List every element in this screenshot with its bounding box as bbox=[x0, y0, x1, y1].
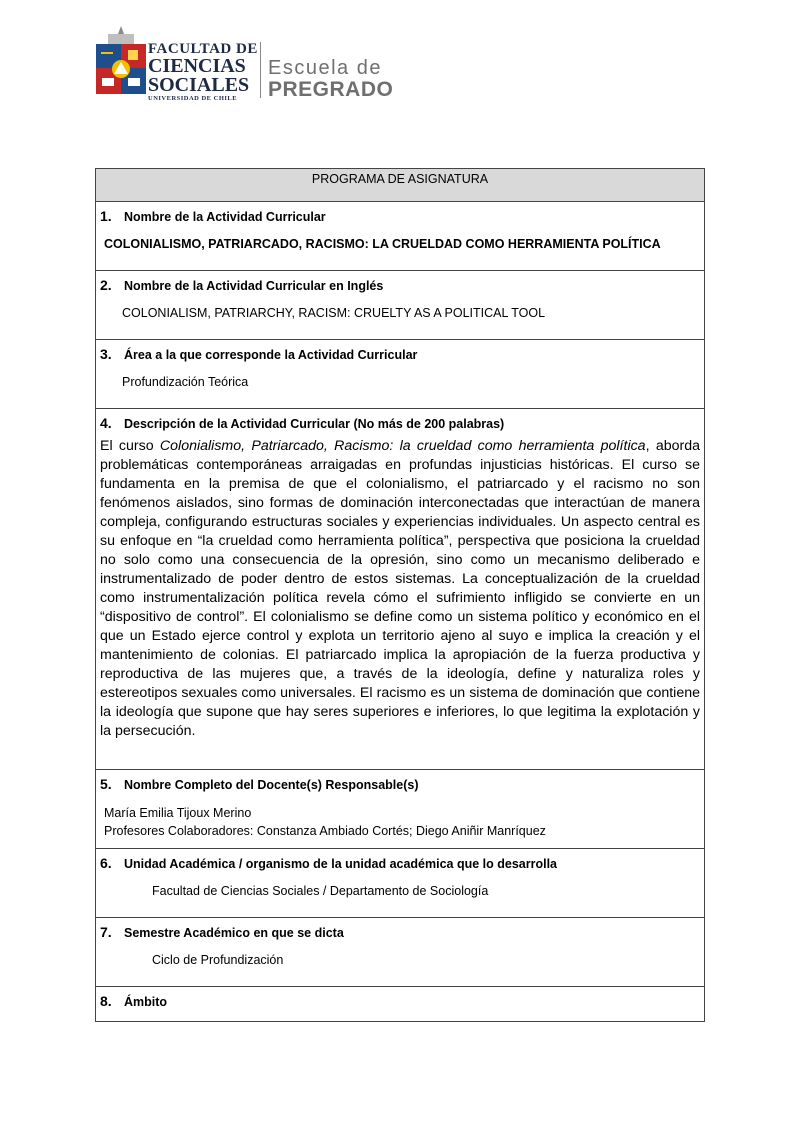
section-4 bbox=[96, 409, 705, 770]
logo-line-1: FACULTAD DE bbox=[148, 41, 258, 57]
section-value: Profundización Teórica bbox=[122, 375, 249, 389]
section-heading: Unidad Académica / organismo de la unidad académica que lo desarrolla bbox=[124, 857, 558, 871]
description-course-title: Colonialismo, Patriarcado, Racismo: la crueldad como herramienta política bbox=[159, 438, 646, 454]
section-1 bbox=[96, 202, 705, 271]
pregrado-label: PREGRADO bbox=[268, 78, 394, 101]
section-heading: Área a la que corresponde la Actividad Curricular bbox=[124, 348, 418, 362]
section-heading: Nombre Completo del Docente(s) Responsable(s) bbox=[124, 778, 419, 792]
description-prefix: El curso bbox=[100, 438, 160, 454]
section-heading: Ámbito bbox=[124, 995, 168, 1009]
section-number: 5. bbox=[100, 776, 112, 792]
section-number: 4. bbox=[100, 415, 112, 431]
section-3 bbox=[96, 340, 705, 409]
section-heading: Nombre de la Actividad Curricular bbox=[124, 210, 326, 224]
university-shield-icon bbox=[96, 24, 146, 108]
course-description bbox=[96, 431, 704, 749]
section-number: 2. bbox=[100, 277, 112, 293]
program-title bbox=[96, 169, 705, 202]
section-number: 6. bbox=[100, 855, 112, 871]
escuela-label: Escuela de bbox=[268, 57, 382, 79]
section-value: COLONIALISMO, PATRIARCADO, RACISMO: LA CRUELDAD COMO HERRAMIENTA POLÍTICA bbox=[104, 237, 661, 251]
section-number: 8. bbox=[100, 993, 112, 1009]
collaborating-teachers: Profesores Colaboradores: Constanza Ambiado Cortés; Diego Aniñir Manríquez bbox=[104, 824, 546, 838]
section-2 bbox=[96, 271, 705, 340]
section-heading: Descripción de la Actividad Curricular (No más de 200 palabras) bbox=[124, 417, 505, 431]
program-title-text: PROGRAMA DE ASIGNATURA bbox=[311, 172, 489, 186]
logo-line-4: UNIVERSIDAD DE CHILE bbox=[148, 95, 238, 102]
section-8 bbox=[96, 987, 705, 1022]
logo-line-2: CIENCIAS bbox=[148, 55, 246, 77]
section-number: 1. bbox=[100, 208, 112, 224]
program-table bbox=[95, 168, 705, 1022]
description-body: , aborda problemáticas contemporáneas arraigadas en profundas injusticias históricas. El curso se fundamenta en la premisa de que el colonialismo, el patriarcado y el racismo no son fenómenos aislados, sino formas de dominación interconectadas que interactúan de manera compleja, configurando estructuras sociales y experiencias individuales. Un aspecto central es su enfoque en “la crueldad como herramienta política”, perspectiva que posiciona la crueldad no solo como una consecuencia de la opresión, sino como un mecanismo deliberado e instrumentalizado de poder dentro de estos sistemas. La conceptualización de la crueldad como instrumentalización política revela cómo el sufrimiento infligido se convierte en un “dispositivo de control”. El colonialismo se define como un sistema político y económico en el que un Estado ejerce control y explota un territorio ajeno al suyo e implica la creación y el mantenimiento de colonias. El patriarcado implica la apropiación de la fuerza productiva y reproductiva de las mujeres que, a través de la ideología, define y naturaliza roles y estereotipos sexuales como universales. El racismo es un sistema de dominación que contiene la ideología que supone que hay seres superiores e inferiores, lo que legitima la explotación y la persecución. bbox=[100, 438, 700, 739]
section-heading: Nombre de la Actividad Curricular en Inglés bbox=[124, 279, 384, 293]
section-value: Ciclo de Profundización bbox=[152, 953, 284, 967]
section-7 bbox=[96, 918, 705, 987]
faculty-name bbox=[148, 42, 258, 103]
section-value: COLONIALISM, PATRIARCHY, RACISM: CRUELTY AS A POLITICAL TOOL bbox=[122, 306, 546, 320]
responsible-teacher: María Emilia Tijoux Merino bbox=[104, 806, 252, 820]
section-value: Facultad de Ciencias Sociales / Departamento de Sociología bbox=[152, 884, 489, 898]
section-number: 3. bbox=[100, 346, 112, 362]
section-6 bbox=[96, 849, 705, 918]
logo-line-3: SOCIALES bbox=[148, 74, 250, 96]
section-number: 7. bbox=[100, 924, 112, 940]
section-heading: Semestre Académico en que se dicta bbox=[124, 926, 344, 940]
section-5 bbox=[96, 770, 705, 849]
logo-divider bbox=[260, 42, 261, 98]
